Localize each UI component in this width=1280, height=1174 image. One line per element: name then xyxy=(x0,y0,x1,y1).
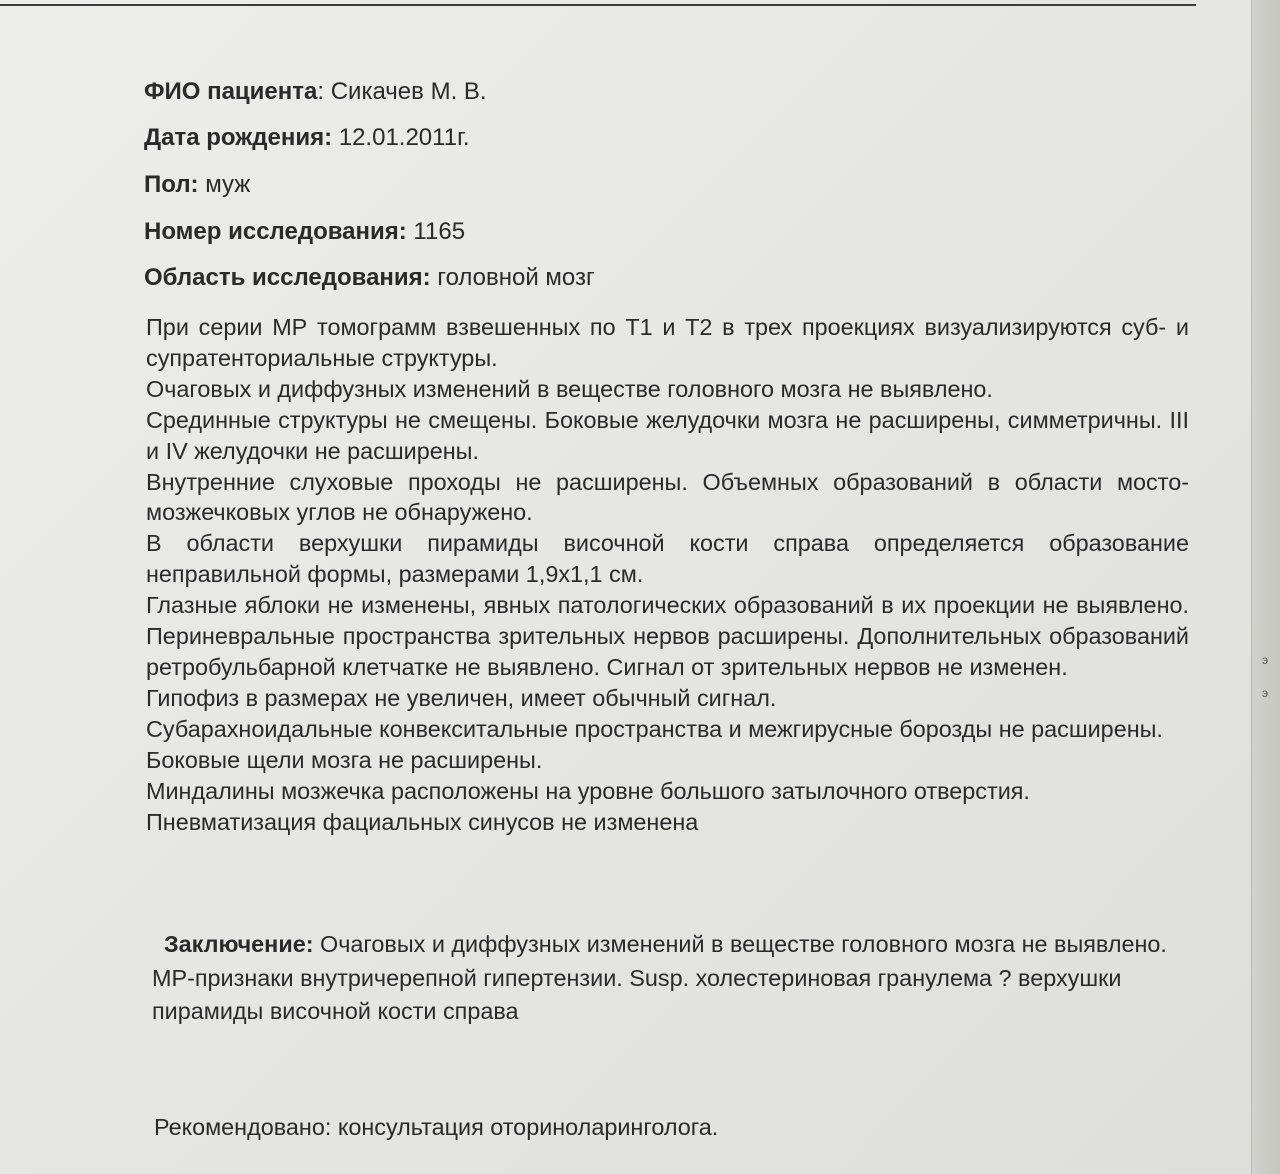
findings-paragraph: Боковые щели мозга не расширены. xyxy=(146,746,543,773)
study-area-label: Область исследования: xyxy=(144,264,431,291)
conclusion-label: Заключение: xyxy=(164,931,314,957)
patient-name-separator: : xyxy=(317,78,325,105)
findings-paragraph: В области верхушки пирамиды височной кости справа определяется образование неправильной формы, размерами 1,9х1,1 см. xyxy=(146,530,1189,588)
sex-field xyxy=(144,171,250,199)
study-number-label: Номер исследования: xyxy=(144,218,407,245)
edge-mark: э xyxy=(1262,686,1269,700)
findings-paragraph: Глазные яблоки не изменены, явных патологических образований в их проекции не выявлено. Периневральные пространства зрительных нервов расширены. Дополнительных образований ретробульбарной клетчатке не выявлено. Сигнал от зрительных нервов не изменен. xyxy=(146,592,1189,680)
findings-paragraph: Гипофиз в размерах не увеличен, имеет обычный сигнал. xyxy=(146,684,777,711)
findings-body xyxy=(146,312,1189,837)
birth-date-value: 12.01.2011г. xyxy=(332,124,470,151)
recommendation: Рекомендовано: консультация оториноларинголога. xyxy=(154,1114,719,1140)
patient-name-label: ФИО пациента xyxy=(144,78,318,105)
conclusion-text: Очаговых и диффузных изменений в веществе головного мозга не выявлено. МР-признаки внутричерепной гипертензии. Susp. холестериновая гранулема ? верхушки пирамиды височной кости справа xyxy=(152,931,1167,1024)
edge-mark: э xyxy=(1262,653,1269,667)
findings-paragraph: Внутренние слуховые проходы не расширены. Объемных образований в области мосто-мозжечковых углов не обнаружено. xyxy=(146,468,1189,526)
findings-paragraph: Миндалины мозжечка расположены на уровне большого затылочного отверстия. xyxy=(146,777,1030,804)
study-number-value: 1165 xyxy=(406,218,466,245)
top-rule xyxy=(0,4,1196,6)
findings-paragraph: Срединные структуры не смещены. Боковые желудочки мозга не расширены, симметричны. III и IV желудочки не расширены. xyxy=(146,406,1189,464)
findings-paragraph: При серии МР томограмм взвешенных по Т1 и Т2 в трех проекциях визуализируются суб- и супратенториальные структуры. xyxy=(146,314,1189,371)
sex-value: муж xyxy=(198,171,251,198)
findings-paragraph: Субарахноидальные конвекситальные пространства и межгирусные борозды не расширены. xyxy=(146,715,1163,742)
birth-date-field xyxy=(144,124,470,152)
sex-label: Пол: xyxy=(144,171,199,198)
conclusion-block xyxy=(152,928,1182,1029)
findings-paragraph: Очаговых и диффузных изменений в веществе головного мозга не выявлено. xyxy=(146,375,993,402)
patient-name-value: Сикачев М. В. xyxy=(324,78,487,105)
adjacent-page-edge xyxy=(1251,0,1280,1174)
study-area-value: головной мозг xyxy=(430,264,595,291)
findings-paragraph: Пневматизация фациальных синусов не изменена xyxy=(146,808,699,835)
study-number-field xyxy=(144,218,465,246)
birth-date-label: Дата рождения: xyxy=(144,124,333,151)
study-area-field xyxy=(144,264,595,292)
patient-name-field xyxy=(144,78,487,106)
